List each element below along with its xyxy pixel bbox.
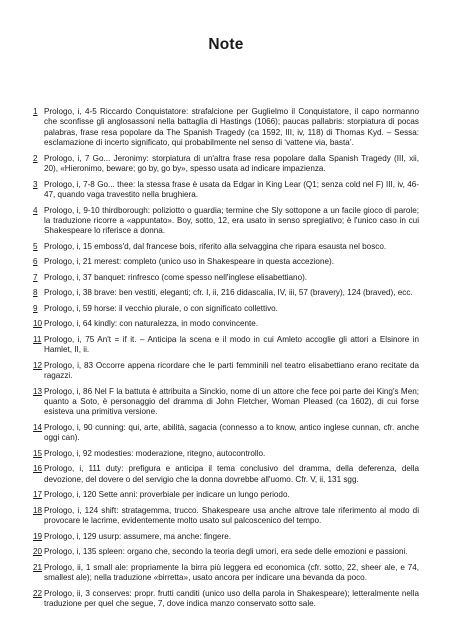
note-item (33, 107, 419, 149)
note-item (33, 273, 419, 283)
note-text: Prologo, ii, 3 conserves: propr. frutti canditi (unico uso della parola in Shakespeare); letteralmente nella traduzione per quel che segue, 7, dove indica manzo conservato sotto sale. (44, 588, 419, 608)
note-number-link[interactable]: 10 (33, 319, 43, 329)
note-text: Prologo, i, 37 banquet: rinfresco (come spesso nell'inglese elisabettiano). (44, 272, 308, 282)
note-text: Prologo, i, 129 usurp: assumere, ma anche: fingere. (44, 531, 231, 541)
note-text: Prologo, i, 111 duty: prefigura e anticipa il tema conclusivo del dramma, della deferenza, della devozione, del dovere o del servigio che la donna dovrebbe all'uomo. Cfr. V, ii, 131 sgg. (44, 464, 419, 484)
note-number-link[interactable]: 6 (33, 257, 38, 267)
note-number-link[interactable]: 22 (33, 588, 43, 598)
note-item (33, 506, 419, 527)
note-number-link[interactable]: 19 (33, 531, 43, 541)
note-number-link[interactable]: 18 (33, 505, 43, 515)
notes-list (33, 107, 419, 609)
note-item (33, 257, 419, 267)
note-number-link[interactable]: 21 (33, 562, 43, 572)
note-number-link[interactable]: 8 (33, 288, 38, 298)
note-number-link[interactable]: 2 (33, 153, 38, 163)
note-text: Prologo, i, 75 An't = if it. – Anticipa la scena e il modo in cui Amleto accoglie gli attori a Elsinore in Hamlet, II, ii. (44, 334, 419, 355)
note-item (33, 154, 419, 175)
note-number-link[interactable]: 4 (33, 205, 38, 215)
note-item (33, 532, 419, 542)
note-text: Prologo, i, 7 Go... Jeronimy: storpiatura di un'altra frase resa popolare dalla Spanish Tragedy (III, xii, 20), «Hieronimo, beware; go by, go by», spesso usata ad indicare impazienza. (44, 153, 419, 174)
note-number-link[interactable]: 9 (33, 303, 38, 313)
note-item (33, 361, 419, 382)
note-number-link[interactable]: 14 (33, 422, 43, 432)
note-number-link[interactable]: 11 (33, 334, 42, 344)
note-text: Prologo, i, 9-10 thirdborough: poliziotto o guardia; termine che Sly sottopone a un facile gioco di parole; la traduzione ricorre a «appuntato». Boy, sotto, 12, era usato in senso spregiativo; è l'unico caso in cui Shakespeare lo riferisce a donna. (44, 205, 419, 236)
note-item (33, 547, 419, 557)
note-item (33, 464, 419, 485)
note-number-link[interactable]: 20 (33, 547, 43, 557)
page-title: Note (208, 36, 244, 53)
note-item (33, 319, 419, 329)
note-number-link[interactable]: 15 (33, 448, 43, 458)
note-text: Prologo, i, 7-8 Go... thee: la stessa frase è usata da Edgar in King Lear (Q1; senza cold nel F) III, iv, 46-47, quando vaga travestito nella brughiera. (44, 179, 419, 200)
note-text: Prologo, i, 124 shift: stratagemma, trucco. Shakespeare usa anche altrove tale riferimento al modo di provocare le lacrime, evidentemente molto usato sul palcoscenico del tempo. (44, 505, 419, 526)
note-text: Prologo, i, 135 spleen: organo che, secondo la teoria degli umori, era sede delle emozioni e passioni. (44, 547, 408, 557)
note-text: Prologo, ii, 1 small ale: propriamente la birra più leggera ed economica (cfr. sotto, 22, sheer ale, e 74, smallest ale); nella traduzione «birretta», usato ancora per indicare una bevanda da poco. (44, 562, 419, 583)
note-number-link[interactable]: 7 (33, 272, 38, 282)
note-text: Prologo, i, 21 merest: completo (unico uso in Shakespeare in questa accezione). (44, 257, 334, 267)
note-text: Prologo, i, 120 Sette anni: proverbiale per indicare un lungo periodo. (44, 490, 290, 500)
note-item (33, 589, 419, 610)
note-text: Prologo, i, 92 modesties: moderazione, ritegno, autocontrollo. (44, 448, 266, 458)
note-item (33, 304, 419, 314)
note-item (33, 288, 419, 298)
note-text: Prologo, i, 86 Nel F la battuta è attribuita a Sinckio, nome di un attore che fece poi parte dei King's Men; quanto a Soto, è personaggio del dramma di John Fletcher, Woman Pleased (ca 1602), di cui forse esisteva una primitiva versione. (44, 386, 419, 417)
note-text: Prologo, i, 15 emboss'd, dal francese bois, riferito alla selvaggina che ripara esausta nel bosco. (44, 241, 387, 251)
note-item (33, 387, 419, 418)
note-item (33, 449, 419, 459)
note-text: Prologo, i, 4-5 Riccardo Conquistatore: strafalcione per Guglielmo il Conquistatore, il capo normanno che sconfisse gli anglosassoni nella battaglia di Hastings (1066); paucas pallabris: storpiatura di pocas palabras, frase resa popolare da The Spanish Tragedy (ca 1592, III, iv, 118) di Thomas Kyd. – Sessa: esclamazione di incerto significato, qui probabilmente nel senso di ‘vattene via, basta’. (44, 107, 419, 148)
note-item (33, 206, 419, 237)
note-number-link[interactable]: 1 (33, 107, 38, 116)
note-number-link[interactable]: 16 (33, 464, 43, 474)
note-item (33, 242, 419, 252)
note-item (33, 563, 419, 584)
note-item (33, 423, 419, 444)
note-number-link[interactable]: 17 (33, 490, 43, 500)
note-text: Prologo, i, 38 brave: ben vestiti, eleganti; cfr. I, ii, 216 didascalia, IV, iii, 57 (bravery), 124 (braved), ecc. (44, 288, 413, 298)
note-item (33, 180, 419, 201)
note-text: Prologo, i, 83 Occorre appena ricordare che le parti femminili nel teatro elisabettiano erano recitate da ragazzi. (44, 360, 419, 381)
note-number-link[interactable]: 5 (33, 241, 38, 251)
note-text: Prologo, i, 59 horse: il vecchio plurale, o con significato collettivo. (44, 303, 278, 313)
note-item (33, 490, 419, 500)
note-text: Prologo, i, 90 cunning: qui, arte, abilità, sagacia (connesso a to know, antico inglese cunnan, cfr. anche oggi can). (44, 422, 419, 443)
note-text: Prologo, i, 64 kindly: con naturalezza, in modo convincente. (44, 319, 259, 329)
note-number-link[interactable]: 3 (33, 179, 38, 189)
note-number-link[interactable]: 12 (33, 360, 43, 370)
note-number-link[interactable]: 13 (33, 386, 43, 396)
note-item (33, 335, 419, 356)
